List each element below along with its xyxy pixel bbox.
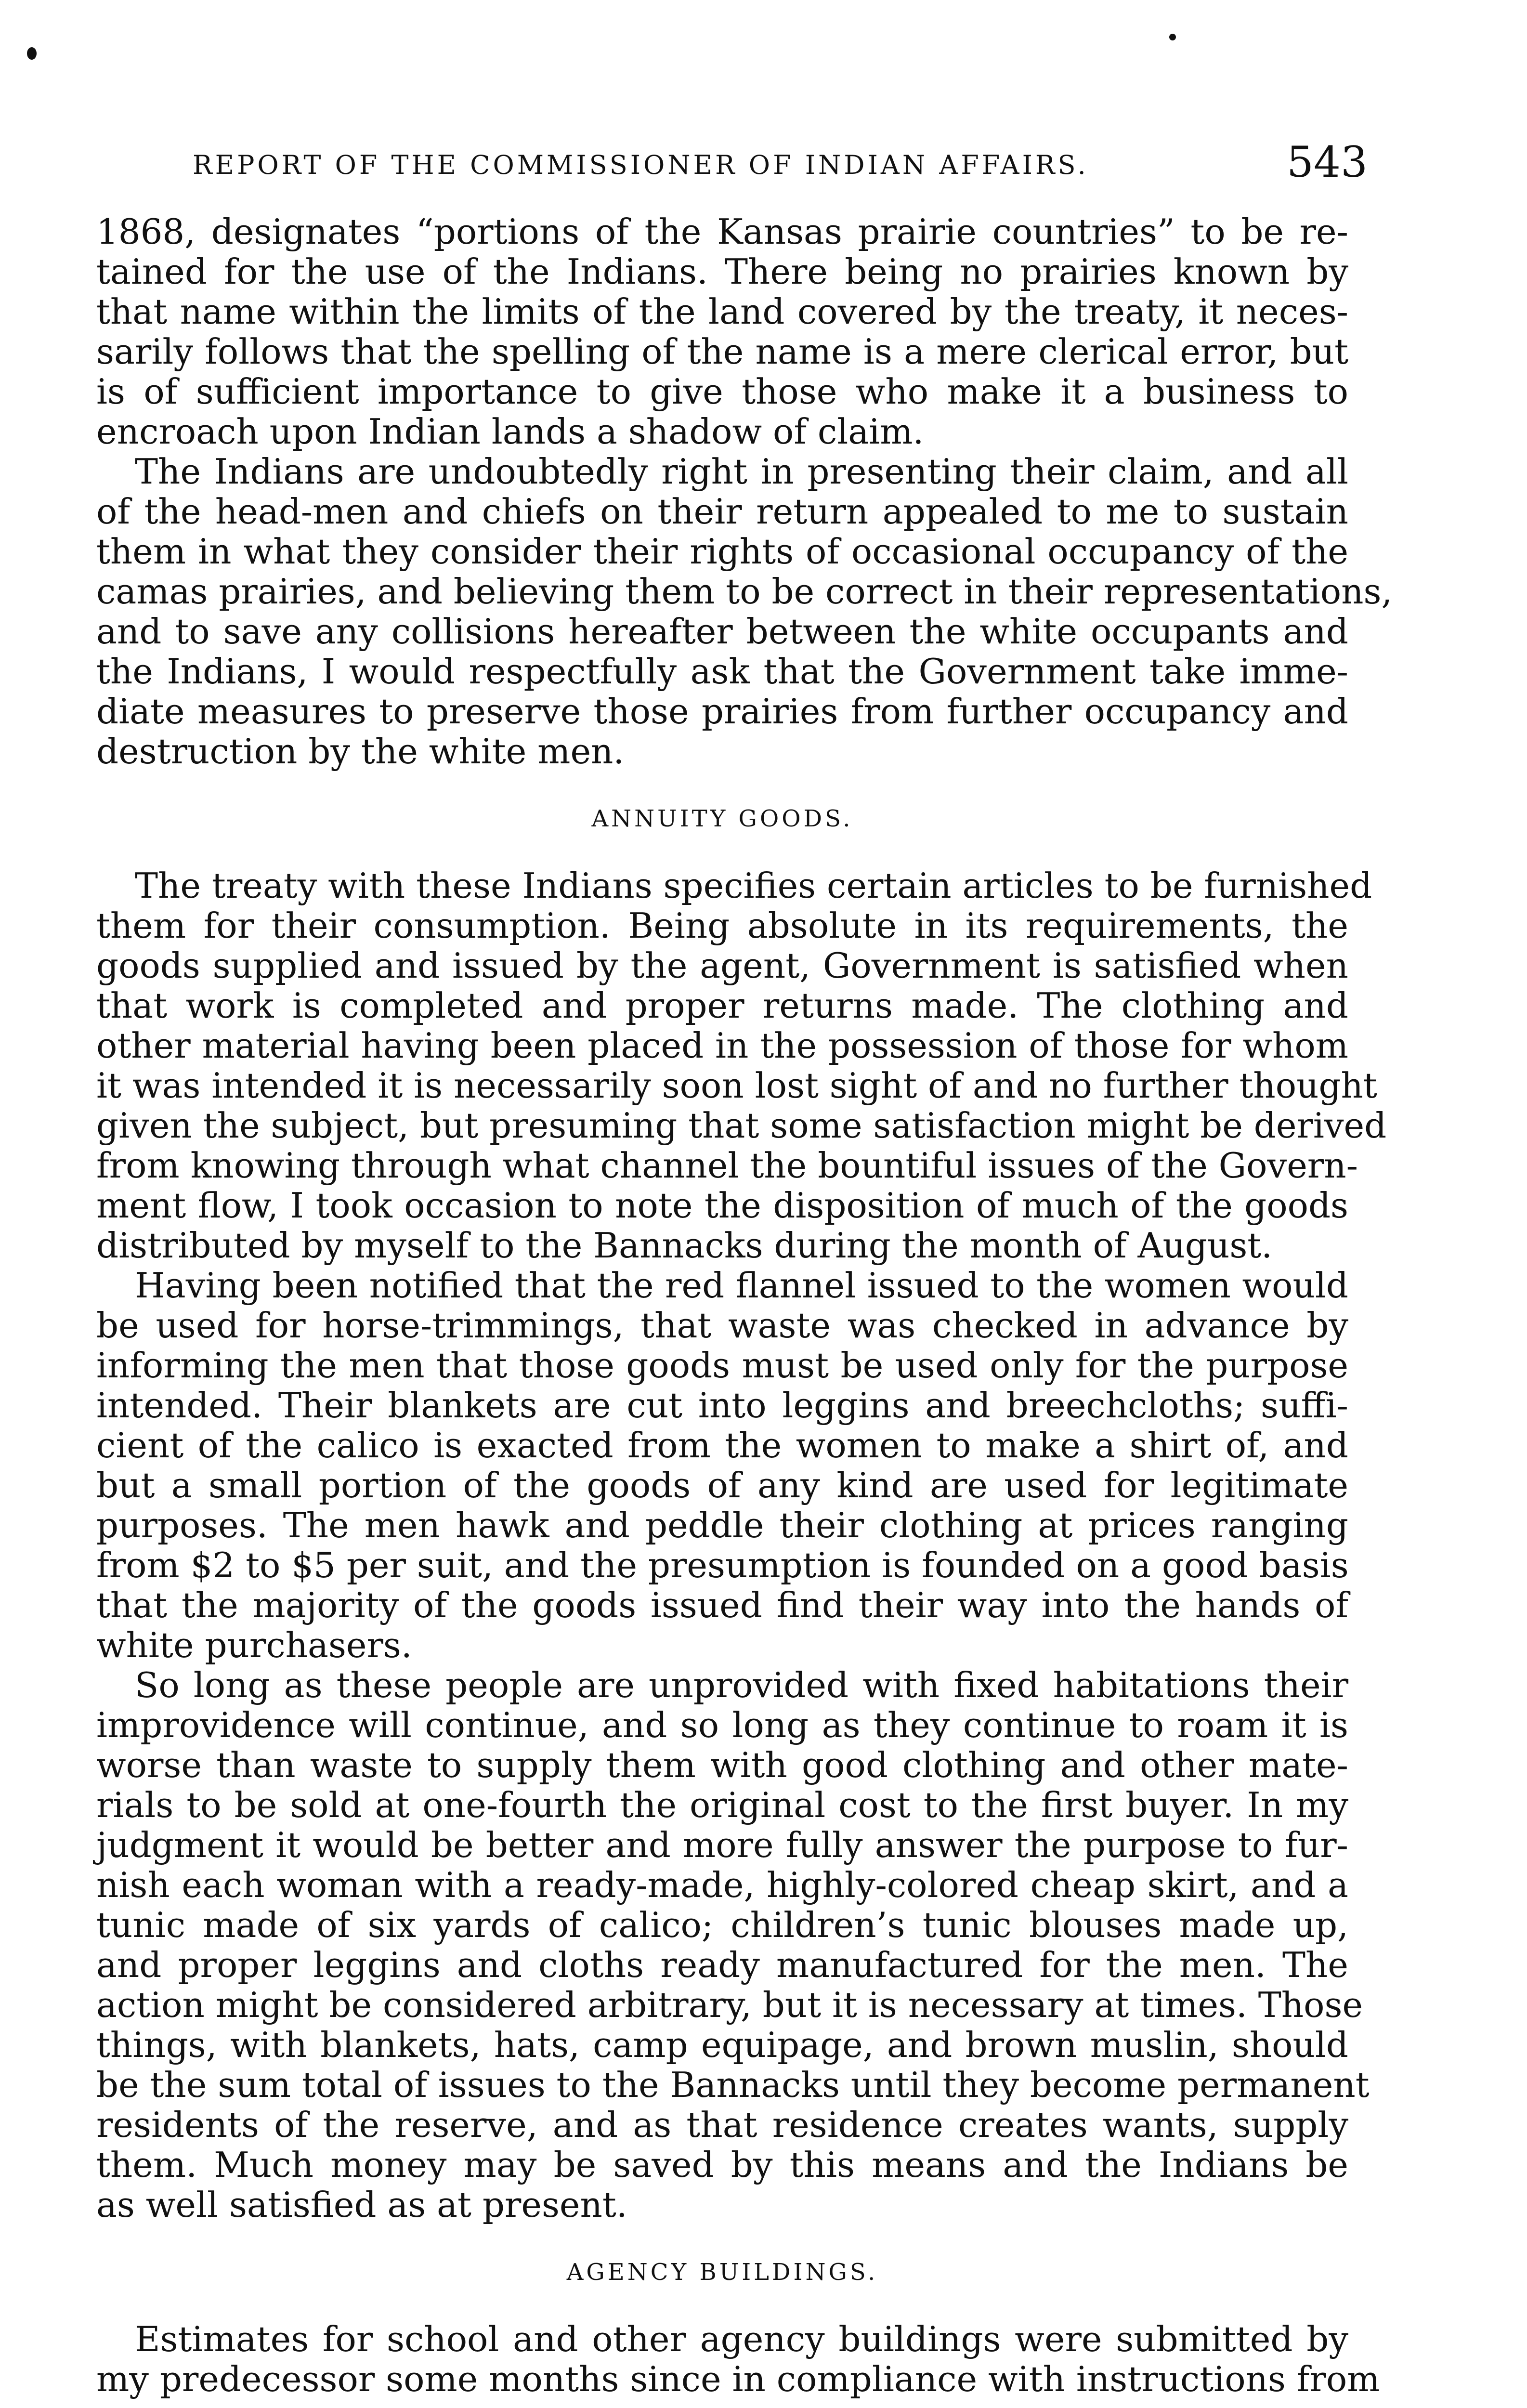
text-line: be the sum total of issues to the Bannacks until they become permanent [96,2065,1370,2105]
text-line: them for their consumption. Being absolute in its requirements, the [96,905,1348,946]
section-heading-agency-buildings: AGENCY BUILDINGS. [566,2259,878,2286]
text-line: things, with blankets, hats, camp equipage, and brown muslin, should [96,2025,1348,2065]
text-line: that the majority of the goods issued find their way into the hands of [96,1585,1348,1625]
text-line: of the head-men and chiefs on their return appealed to me to sustain [96,491,1348,532]
text-line: encroach upon Indian lands a shadow of claim. [96,411,924,452]
text-line: white purchasers. [96,1625,412,1665]
text-line: residents of the reserve, and as that residence creates wants, supply [96,2105,1348,2145]
text-line: tunic made of six yards of calico; children’s tunic blouses made up, [96,1905,1348,1945]
text-line: Having been notified that the red flannel issued to the women would [135,1265,1348,1306]
text-line: So long as these people are unprovided with fixed habitations their [135,1665,1348,1705]
text-line: them in what they consider their rights of occasional occupancy of the [96,531,1348,572]
text-line: purposes. The men hawk and peddle their clothing at prices ranging [96,1505,1348,1545]
text-line: from $2 to $5 per suit, and the presumption is founded on a good basis [96,1545,1349,1585]
ink-speck [1169,34,1176,40]
text-line: rials to be sold at one-fourth the original cost to the first buyer. In my [96,1785,1348,1825]
text-line: nish each woman with a ready-made, highly-colored cheap skirt, and a [96,1865,1348,1905]
page-number: 543 [1287,137,1368,187]
text-line: 1868, designates “portions of the Kansas prairie countries” to be re- [96,211,1348,252]
text-line: it was intended it is necessarily soon lost sight of and no further thought [96,1065,1377,1106]
text-line: ment flow, I took occasion to note the disposition of much of the goods [96,1185,1348,1226]
text-line: action might be considered arbitrary, but it is necessary at times. Those [96,1985,1363,2025]
ink-speck [27,47,37,60]
text-line: that name within the limits of the land covered by the treaty, it neces- [96,291,1348,332]
text-line: improvidence will continue, and so long as they continue to roam it is [96,1705,1348,1745]
text-line: goods supplied and issued by the agent, Government is satisfied when [96,945,1348,986]
text-line: but a small portion of the goods of any kind are used for legitimate [96,1465,1348,1505]
text-line: as well satisfied as at present. [96,2185,627,2225]
text-line: camas prairies, and believing them to be correct in their representations, [96,571,1393,612]
text-line: The treaty with these Indians specifies certain articles to be furnished [135,865,1372,906]
text-line: diate measures to preserve those prairies from further occupancy and [96,691,1348,732]
text-line: is of sufficient importance to give those who make it a business to [96,371,1348,412]
text-line: tained for the use of the Indians. There being no prairies known by [96,251,1348,292]
text-line: informing the men that those goods must be used only for the purpose [96,1345,1348,1386]
text-line: be used for horse-trimmings, that waste was checked in advance by [96,1305,1348,1346]
text-line: The Indians are undoubtedly right in presenting their claim, and all [135,451,1348,492]
text-line: sarily follows that the spelling of the name is a mere clerical error, but [96,331,1348,372]
text-line: my predecessor some months since in compliance with instructions from [96,2359,1380,2399]
text-line: distributed by myself to the Bannacks during the month of August. [96,1225,1273,1266]
text-line: intended. Their blankets are cut into leggins and breechcloths; suffi- [96,1385,1348,1426]
text-line: other material having been placed in the possession of those for whom [96,1025,1348,1066]
running-head [96,137,1368,185]
text-line: cient of the calico is exacted from the women to make a shirt of, and [96,1425,1348,1466]
text-line: Estimates for school and other agency buildings were submitted by [135,2319,1348,2359]
text-line: and proper leggins and cloths ready manufactured for the men. The [96,1945,1348,1985]
text-line: the Indians, I would respectfully ask that the Government take imme- [96,651,1348,692]
text-line: worse than waste to supply them with good clothing and other mate- [96,1745,1348,1785]
running-head-title: REPORT OF THE COMMISSIONER OF INDIAN AFFAIRS. [193,150,1089,180]
text-line: and to save any collisions hereafter between the white occupants and [96,611,1348,652]
text-line: that work is completed and proper returns made. The clothing and [96,985,1348,1026]
text-line: destruction by the white men. [96,731,625,772]
text-line: them. Much money may be saved by this means and the Indians be [96,2145,1348,2185]
text-line: given the subject, but presuming that some satisfaction might be derived [96,1105,1387,1146]
section-heading-annuity-goods: ANNUITY GOODS. [591,805,853,832]
text-line: judgment it would be better and more fully answer the purpose to fur- [96,1825,1348,1865]
text-line: from knowing through what channel the bountiful issues of the Govern- [96,1145,1358,1186]
body-text [96,211,1393,2399]
